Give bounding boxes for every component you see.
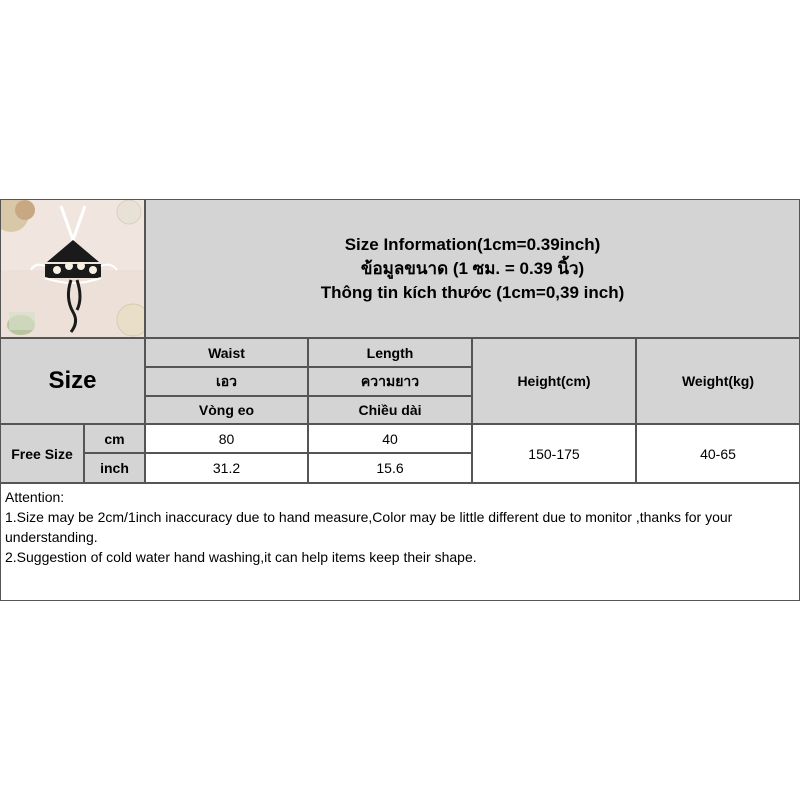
length-header-vi: Chiều dài (308, 396, 472, 424)
unit-cm-label: cm (84, 424, 145, 453)
height-value: 150-175 (472, 424, 636, 483)
free-size-label: Free Size (0, 424, 84, 483)
title-vietnamese: Thông tin kích thước (1cm=0,39 inch) (320, 282, 625, 302)
length-header-th: ความยาว (308, 367, 472, 396)
product-image (0, 199, 145, 338)
unit-inch-label: inch (84, 453, 145, 483)
attention-notes (0, 483, 800, 601)
title-thai: ข้อมูลขนาด (1 ซม. = 0.39 นิ้ว) (360, 258, 585, 278)
length-cm-value: 40 (308, 424, 472, 453)
bikini-top-photo (1, 200, 145, 338)
notes-line-2: 2.Suggestion of cold water hand washing,it can help items keep their shape. (5, 549, 477, 565)
notes-title: Attention: (5, 489, 65, 505)
notes-line-1: 1.Size may be 2cm/1inch inaccuracy due to hand measure,Color may be little different due to monitor ,thanks for your understanding. (5, 509, 733, 545)
waist-cm-value: 80 (145, 424, 308, 453)
length-header-en: Length (308, 338, 472, 367)
height-header: Height(cm) (472, 338, 636, 424)
title-english: Size Information(1cm=0.39inch) (344, 234, 601, 254)
title-block (145, 199, 800, 338)
waist-inch-value: 31.2 (145, 453, 308, 483)
waist-header-en: Waist (145, 338, 308, 367)
weight-value: 40-65 (636, 424, 800, 483)
size-chart (0, 199, 800, 601)
weight-header: Weight(kg) (636, 338, 800, 424)
waist-header-th: เอว (145, 367, 308, 396)
length-inch-value: 15.6 (308, 453, 472, 483)
waist-header-vi: Vòng eo (145, 396, 308, 424)
size-header: Size (0, 338, 145, 424)
